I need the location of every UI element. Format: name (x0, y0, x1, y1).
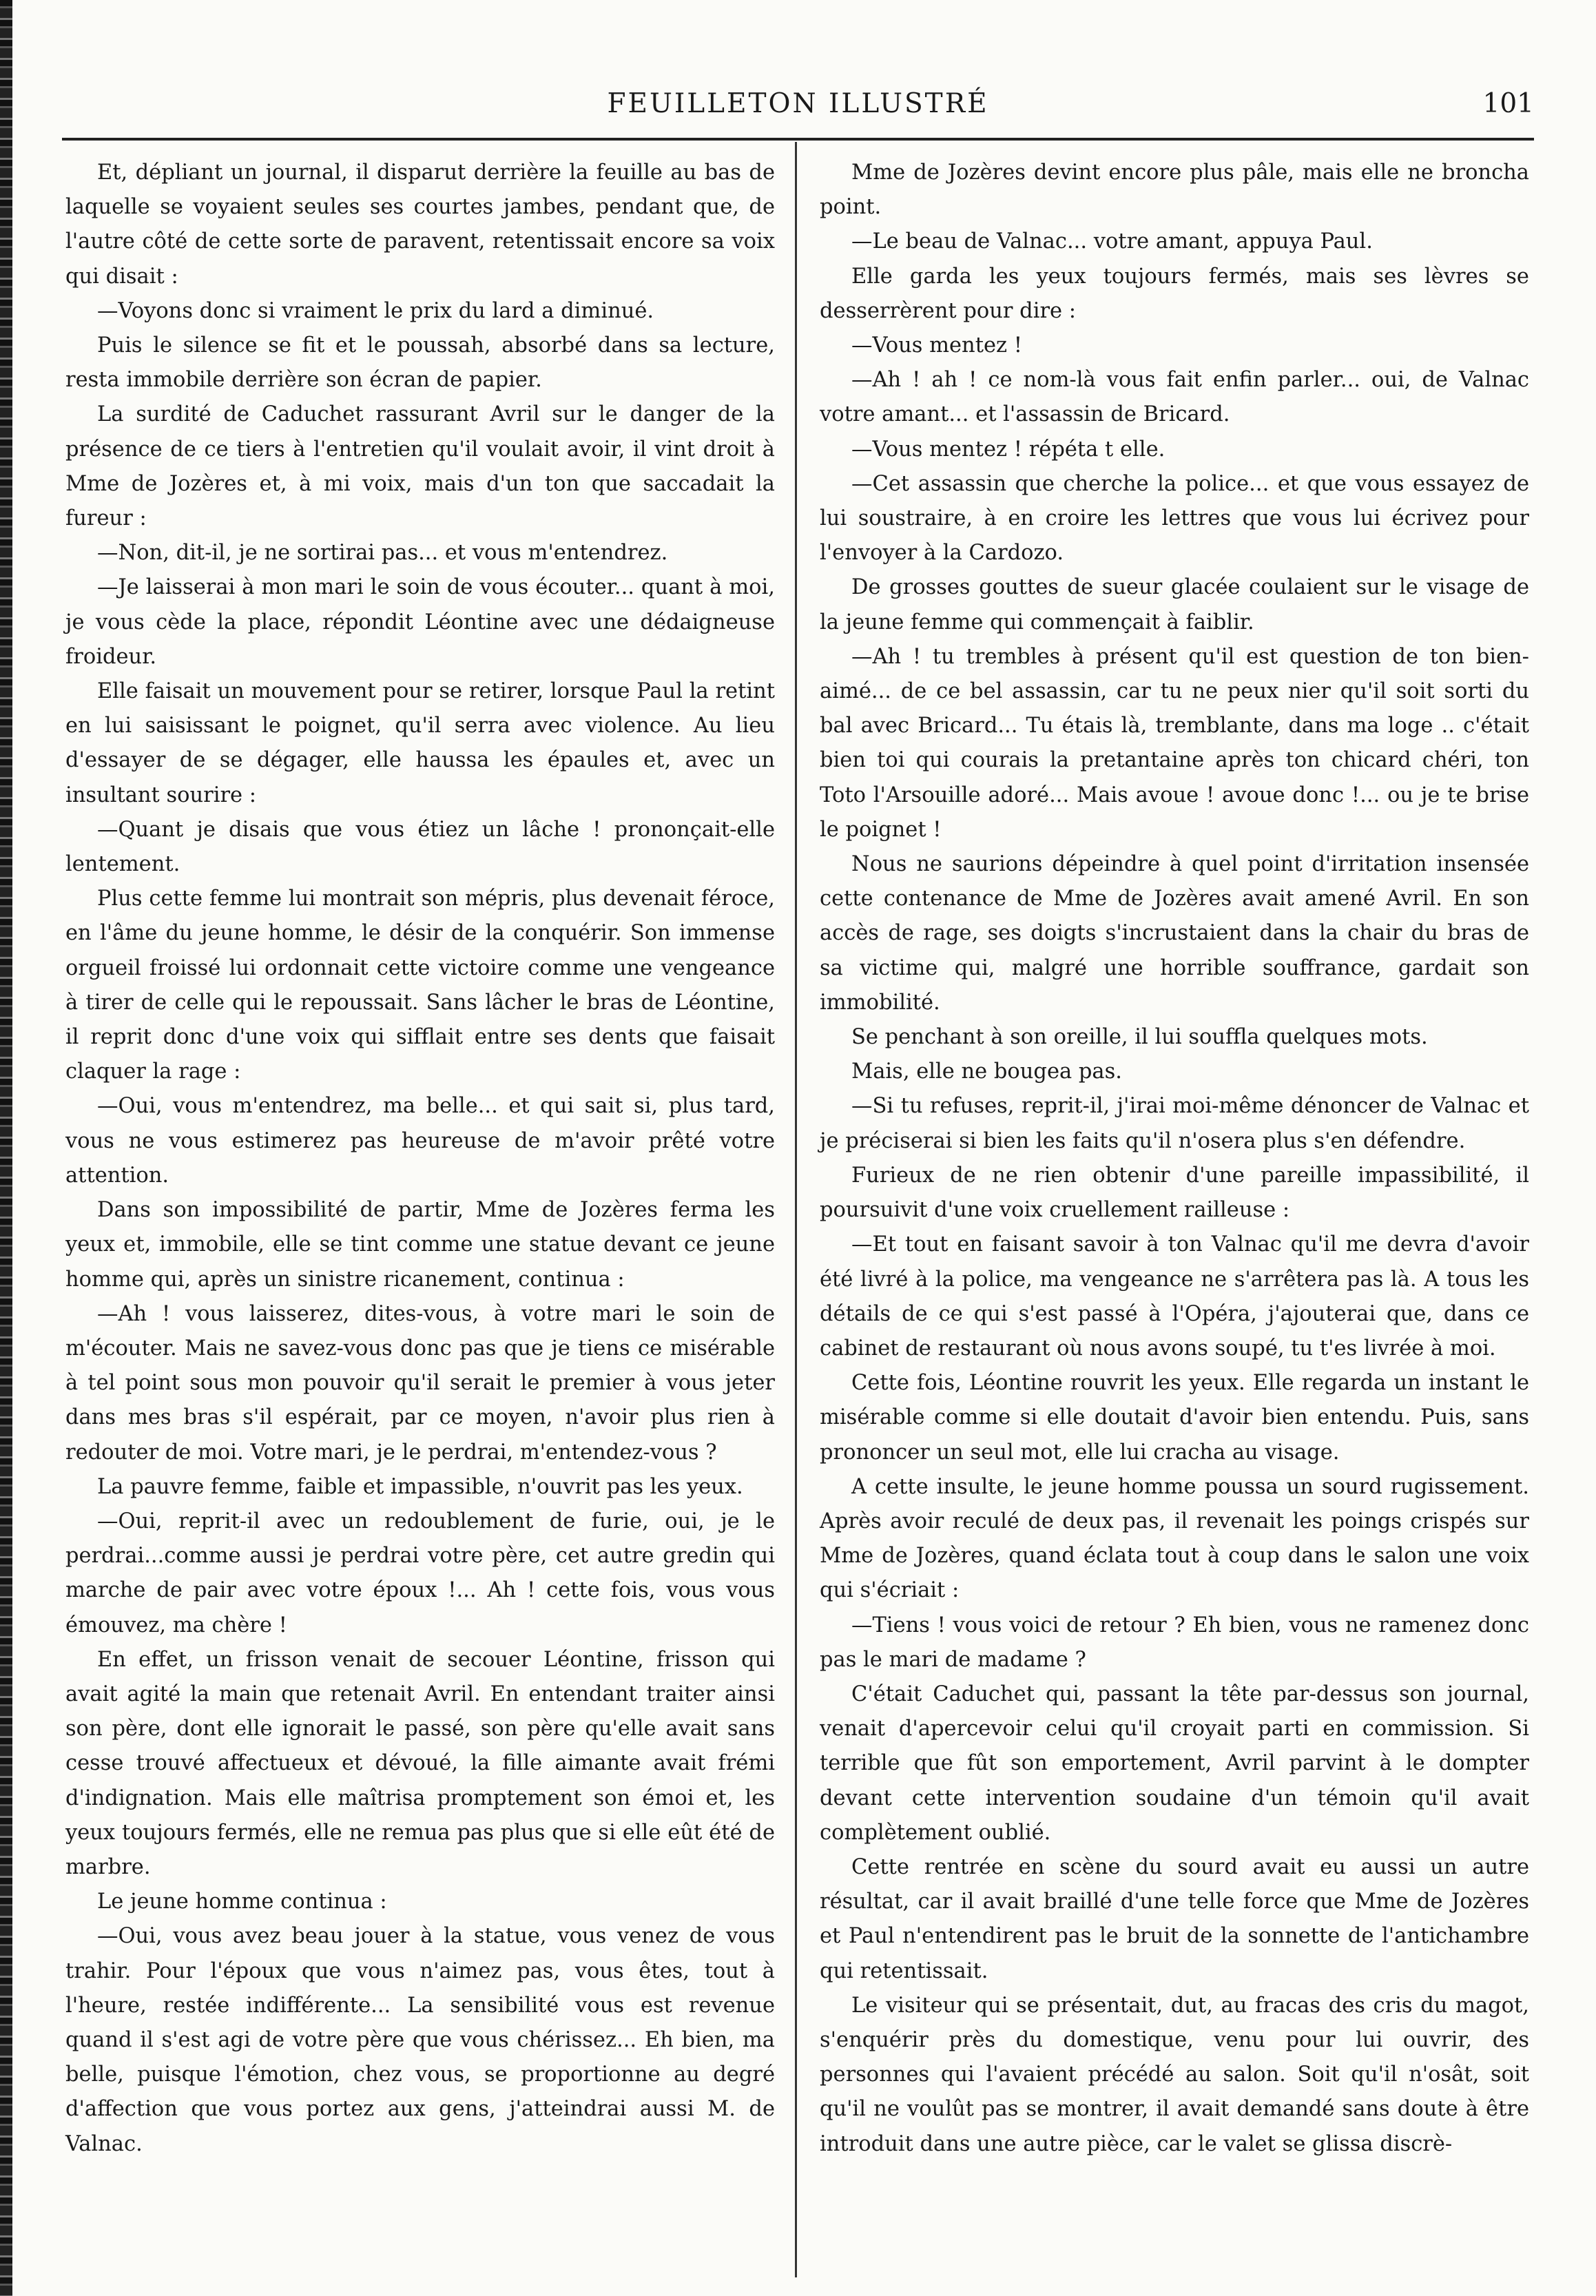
paragraph: —Ah ! ah ! ce nom-là vous fait enfin parler... oui, de Valnac votre amant... et l'assassin de Bricard. (820, 368, 1529, 427)
paragraph: —Ah ! vous laisserez, dites-vous, à votre mari le soin de m'écouter. Mais ne savez-vous donc pas que je tiens ce misérable à tel point sous mon pouvoir qu'il serait le premier à vous jeter dans mes bras s'il espérait, par ce moyen, n'avoir plus rien à redouter de moi. Votre mari, je le perdrai, m'entendez-vous ? (65, 1301, 775, 1465)
paragraph: La pauvre femme, faible et impassible, n'ouvrit pas les yeux. (97, 1474, 743, 1499)
paragraph: Puis le silence se fit et le poussah, absorbé dans sa lecture, resta immobile derrière son écran de papier. (65, 333, 775, 393)
paragraph: La surdité de Caduchet rassurant Avril sur le danger de la présence de ce tiers à l'entretien qu'il voulait avoir, il vint droit à Mme de Jozères et, à mi voix, mais d'un ton que saccadait la fureur : (65, 402, 775, 531)
paragraph: —Oui, vous m'entendrez, ma belle... et qui sait si, plus tard, vous ne vous estimerez pas heureuse de m'avoir prêté votre attention. (65, 1094, 775, 1188)
paragraph: —Non, dit-il, je ne sortirai pas... et vous m'entendrez. (97, 541, 668, 566)
paragraph: Dans son impossibilité de partir, Mme de Jozères ferma les yeux et, immobile, elle se tint comme une statue devant ce jeune homme qui, après un sinistre ricanement, continua : (65, 1198, 775, 1292)
paragraph: —Et tout en faisant savoir à ton Valnac qu'il me devra d'avoir été livré à la police, ma vengeance ne s'arrêtera pas là. A tous les détails de ce qui s'est passé à l'Opéra, j'ajouterai que, dans ce cabinet de restaurant où nous avons soupé, tu t'es livrée à moi. (820, 1232, 1529, 1361)
page-edge-scan (0, 0, 12, 2296)
paragraph: Nous ne saurions dépeindre à quel point d'irritation insensée cette contenance de Mme de Jozères avait amené Avril. En son accès de rage, ses doigts s'incrustaient dans la chair du bras de sa victime qui, malgré une horrible souffrance, gardait son immobilité. (820, 852, 1529, 1015)
paragraph: Se penchant à son oreille, il lui souffla quelques mots. (851, 1025, 1428, 1050)
paragraph: —Oui, vous avez beau jouer à la statue, vous venez de vous trahir. Pour l'époux que vous n'aimez pas, vous êtes, tout à l'heure, restée indifférente... La sensibilité vous est revenue quand il s'est agi de votre père que vous chérissez... Eh bien, ma belle, puisque l'émotion, chez vous, se proportionne au degré d'affection que vous portez aux gens, j'atteindrai aussi M. de Valnac. (65, 1924, 775, 2156)
paragraph: Et, dépliant un journal, il disparut derrière la feuille au bas de laquelle se voyaient seules ses courtes jambes, pendant que, de l'autre côté de cette sorte de paravent, retentissait encore sa voix qui disait : (65, 161, 775, 289)
paragraph: Mais, elle ne bougea pas. (851, 1059, 1122, 1084)
running-title: FEUILLETON ILLUSTRÉ (607, 88, 989, 119)
paragraph: —Cet assassin que cherche la police... et que vous essayez de lui soustraire, à en croire les lettres que vous lui écrivez pour l'envoyer à la Cardozo. (820, 471, 1529, 566)
header-rule (62, 138, 1534, 141)
paragraph: —Voyons donc si vraiment le prix du lard a diminué. (97, 298, 654, 323)
paragraph: —Je laisserai à mon mari le soin de vous écouter... quant à moi, je vous cède la place, répondit Léontine avec une dédaigneuse froideur. (65, 575, 775, 669)
paragraph: —Vous mentez ! répéta t elle. (851, 437, 1165, 462)
paragraph: Elle garda les yeux toujours fermés, mais ses lèvres se desserrèrent pour dire : (820, 264, 1529, 323)
paragraph: Cette rentrée en scène du sourd avait eu aussi un autre résultat, car il avait braillé d'une telle force que Mme de Jozères et Paul n'entendirent pas le bruit de la sonnette de l'antichambre qui retentissait. (820, 1854, 1529, 1983)
paragraph: Cette fois, Léontine rouvrit les yeux. Elle regarda un instant le misérable comme si elle doutait d'avoir bien entendu. Puis, sans prononcer un seul mot, elle lui cracha au visage. (820, 1371, 1529, 1465)
paragraph: —Si tu refuses, reprit-il, j'irai moi-même dénoncer de Valnac et je préciserai si bien les faits qu'il n'osera plus s'en défendre. (820, 1094, 1529, 1153)
paragraph: C'était Caduchet qui, passant la tête par-dessus son journal, venait d'apercevoir celui qu'il croyait parti en commission. Si terrible que fût son emportement, Avril parvint à le dompter devant cette intervention soudaine d'un témoin qu'il avait complètement oublié. (820, 1682, 1529, 1845)
text-column-right (820, 156, 1529, 2162)
paragraph: —Vous mentez ! (851, 333, 1023, 358)
paragraph: —Le beau de Valnac... votre amant, appuya Paul. (851, 229, 1373, 254)
paragraph: —Quant je disais que vous étiez un lâche ! prononçait-elle lentement. (65, 817, 775, 877)
running-header (62, 81, 1534, 123)
paragraph: Le jeune homme continua : (97, 1890, 387, 1914)
text-column-left (65, 156, 775, 2162)
paragraph: De grosses gouttes de sueur glacée coulaient sur le visage de la jeune femme qui commençait à faiblir. (820, 575, 1529, 634)
paragraph: En effet, un frisson venait de secouer Léontine, frisson qui avait agité la main que retenait Avril. En entendant traiter ainsi son père, dont elle ignorait le passé, son père qu'elle avait sans cesse trouvé affectueux et dévoué, la fille aimante avait frémi d'indignation. Mais elle maîtrisa promptement son émoi et, les yeux toujours fermés, elle ne remua pas plus que si elle eût été de marbre. (65, 1647, 775, 1879)
paragraph: —Oui, reprit-il avec un redoublement de furie, oui, je le perdrai...comme aussi je perdrai votre père, cet autre gredin qui marche de pair avec votre époux !... Ah ! cette fois, vous vous émouvez, ma chère ! (65, 1509, 775, 1637)
page-number: 101 (1482, 88, 1534, 119)
paragraph: A cette insulte, le jeune homme poussa un sourd rugissement. Après avoir reculé de deux pas, il revenait les poings crispés sur Mme de Jozères, quand éclata tout à coup dans le salon une voix qui s'écriait : (820, 1474, 1529, 1603)
column-divider (795, 142, 797, 2277)
paragraph: Le visiteur qui se présentait, dut, au fracas des cris du magot, s'enquérir près du domestique, venu pour lui ouvrir, des personnes qui l'avaient précédé au salon. Soit qu'il n'osât, soit qu'il ne voulût pas se montrer, il avait demandé sans doute à être introduit dans une autre pièce, car le valet se glissa discrè- (820, 1993, 1529, 2156)
paragraph: —Ah ! tu trembles à présent qu'il est question de ton bien-aimé... de ce bel assassin, car tu ne peux nier qu'il soit sorti du bal avec Bricard... Tu étais là, tremblante, dans ma loge .. c'était bien toi qui courais la pretantaine après ton chicard chéri, ton Toto l'Arsouille adoré... Mais avoue ! avoue donc !... ou je te brise le poignet ! (820, 644, 1529, 842)
paragraph: Furieux de ne rien obtenir d'une pareille impassibilité, il poursuivit d'une voix cruellement railleuse : (820, 1163, 1529, 1223)
paragraph: Plus cette femme lui montrait son mépris, plus devenait féroce, en l'âme du jeune homme, le désir de la conquérir. Son immense orgueil froissé lui ordonnait cette victoire comme une vengeance à tirer de celle qui le repoussait. Sans lâcher le bras de Léontine, il reprit donc d'une voix qui sifflait entre ses dents que faisait claquer la rage : (65, 887, 775, 1084)
paragraph: —Tiens ! vous voici de retour ? Eh bien, vous ne ramenez donc pas le mari de madame ? (820, 1613, 1529, 1672)
paragraph: Mme de Jozères devint encore plus pâle, mais elle ne broncha point. (820, 161, 1529, 220)
paragraph: Elle faisait un mouvement pour se retirer, lorsque Paul la retint en lui saisissant le poignet, qu'il serra avec violence. Au lieu d'essayer de se dégager, elle haussa les épaules et, avec un insultant sourire : (65, 679, 775, 807)
